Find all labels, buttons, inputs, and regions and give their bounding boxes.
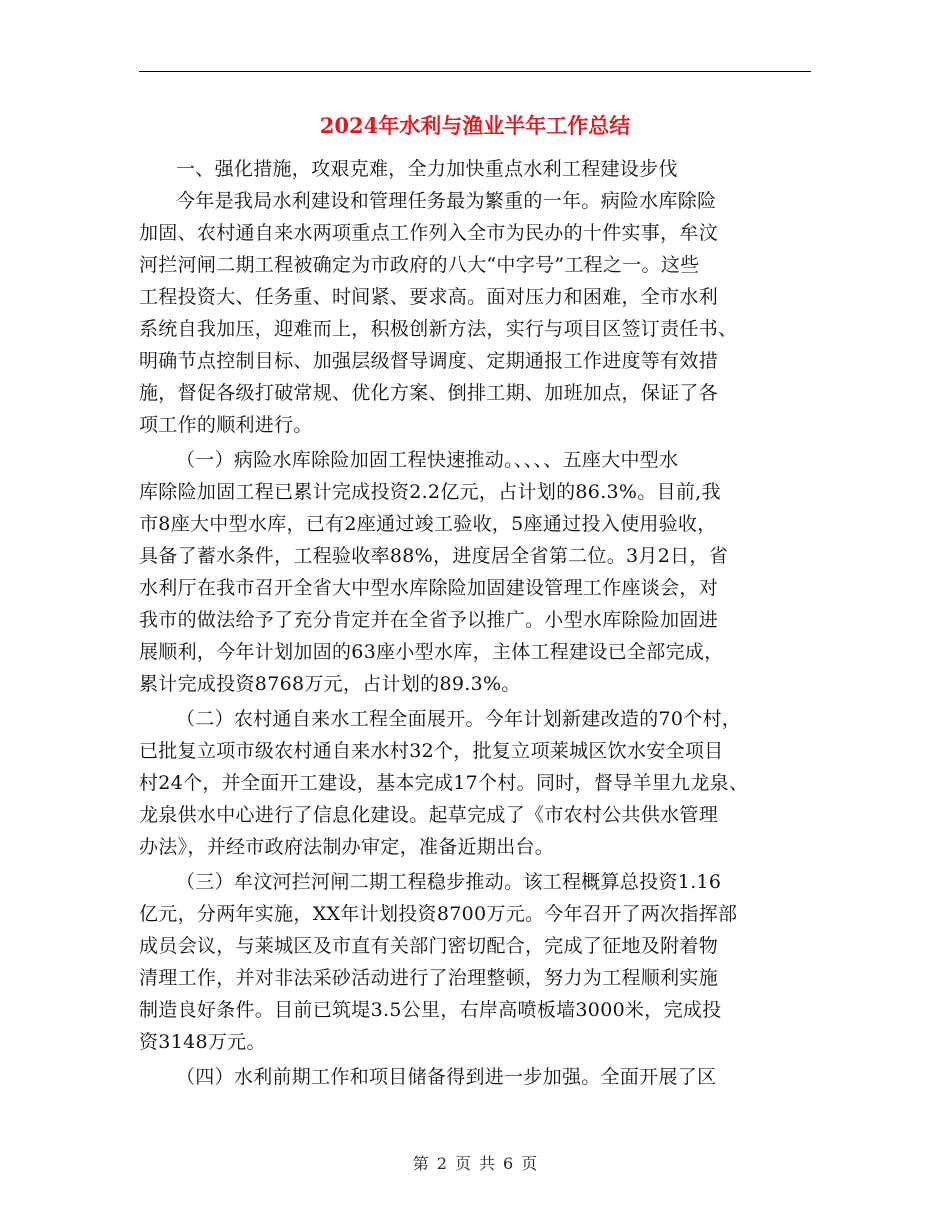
document-title: 2024年水利与渔业半年工作总结: [319, 113, 631, 138]
paragraph-line: 成员会议，与莱城区及市直有关部门密切配合，完成了征地及附着物: [139, 935, 719, 957]
paragraph-line: 制造良好条件。目前已筑堤3.5公里，右岸高喷板墙3000米，完成投: [139, 999, 722, 1021]
paragraph-line: 加固、农村通自来水两项重点工作列入全市为民办的十件实事，牟汶: [139, 222, 719, 244]
footer-page-word: 页: [454, 1154, 471, 1173]
paragraph-line: （三）牟汶河拦河闸二期工程稳步推动。该工程概算总投资1.16: [176, 871, 722, 893]
paragraph-line: 办法》，并经市政府法制办审定，准备近期出台。: [139, 836, 555, 858]
footer-prefix: 第: [412, 1154, 429, 1173]
footer-total-pages: 6: [503, 1154, 514, 1173]
paragraph-line: 龙泉供水中心进行了信息化建设。起草完成了《市农村公共供水管理: [139, 804, 719, 826]
footer-total-word: 共: [479, 1154, 496, 1173]
paragraph-line: 亿元，分两年实施，XX年计划投资8700万元。今年召开了两次指挥部: [139, 903, 738, 925]
paragraph-line: 村24个，并全面开工建设，基本完成17个村。同时，督导羊里九龙泉、: [139, 772, 749, 794]
paragraph-line: 资3148万元。: [139, 1031, 266, 1053]
paragraph-line: 今年是我局水利建设和管理任务最为繁重的一年。病险水库除险: [176, 190, 717, 212]
paragraph-line: （一）病险水库除险加固工程快速推动。、、、、五座大中型水: [176, 449, 679, 471]
paragraph-line: 项工作的顺利进行。: [139, 414, 313, 436]
page-footer: [139, 1152, 811, 1176]
paragraph-line: （四）水利前期工作和项目储备得到进一步加强。全面开展了区: [176, 1066, 717, 1088]
paragraph-line: 工程投资大、任务重、时间紧、要求高。面对压力和困难，全市水利: [139, 286, 719, 308]
paragraph-line: 累计完成投资8768万元，占计划的89.3%。: [139, 673, 521, 695]
paragraph-line: 清理工作，并对非法采砂活动进行了治理整顿，努力为工程顺利实施: [139, 967, 719, 989]
paragraph-line: 市8座大中型水库，已有2座通过竣工验收，5座通过投入使用验收，: [139, 513, 717, 535]
paragraph-line: （二）农村通自来水工程全面展开。今年计划新建改造的70个村，: [176, 708, 742, 730]
paragraph-line: 已批复立项市级农村通自来水村32个，批复立项莱城区饮水安全项目: [139, 740, 724, 762]
paragraph-line: 河拦河闸二期工程被确定为市政府的八大“中字号”工程之一。这些: [139, 254, 700, 276]
section-heading: 一、强化措施，攻艰克难，全力加快重点水利工程建设步伐: [176, 158, 678, 180]
paragraph-line: 库除险加固工程已累计完成投资2.2亿元，占计划的86.3%。目前,我: [139, 481, 721, 503]
paragraph-line: 水利厅在我市召开全省大中型水库除险加固建设管理工作座谈会，对: [139, 577, 719, 599]
paragraph-line: 施，督促各级打破常规、优化方案、倒排工期、加班加点，保证了各: [139, 382, 719, 404]
footer-suffix: 页: [521, 1154, 538, 1173]
footer-page-number: 2: [436, 1154, 447, 1173]
paragraph-line: 我市的做法给予了充分肯定并在全省予以推广。小型水库除险加固进: [139, 609, 719, 631]
paragraph-line: 具备了蓄水条件，工程验收率88%，进度居全省第二位。3月2日，省: [139, 545, 729, 567]
paragraph-line: 系统自我加压，迎难而上，积极创新方法，实行与项目区签订责任书、: [139, 318, 738, 340]
header-rule: [139, 71, 811, 72]
paragraph-line: 明确节点控制目标、加强层级督导调度、定期通报工作进度等有效措: [139, 350, 719, 372]
paragraph-line: 展顺利，今年计划加固的63座小型水库，主体工程建设已全部完成，: [139, 641, 724, 663]
